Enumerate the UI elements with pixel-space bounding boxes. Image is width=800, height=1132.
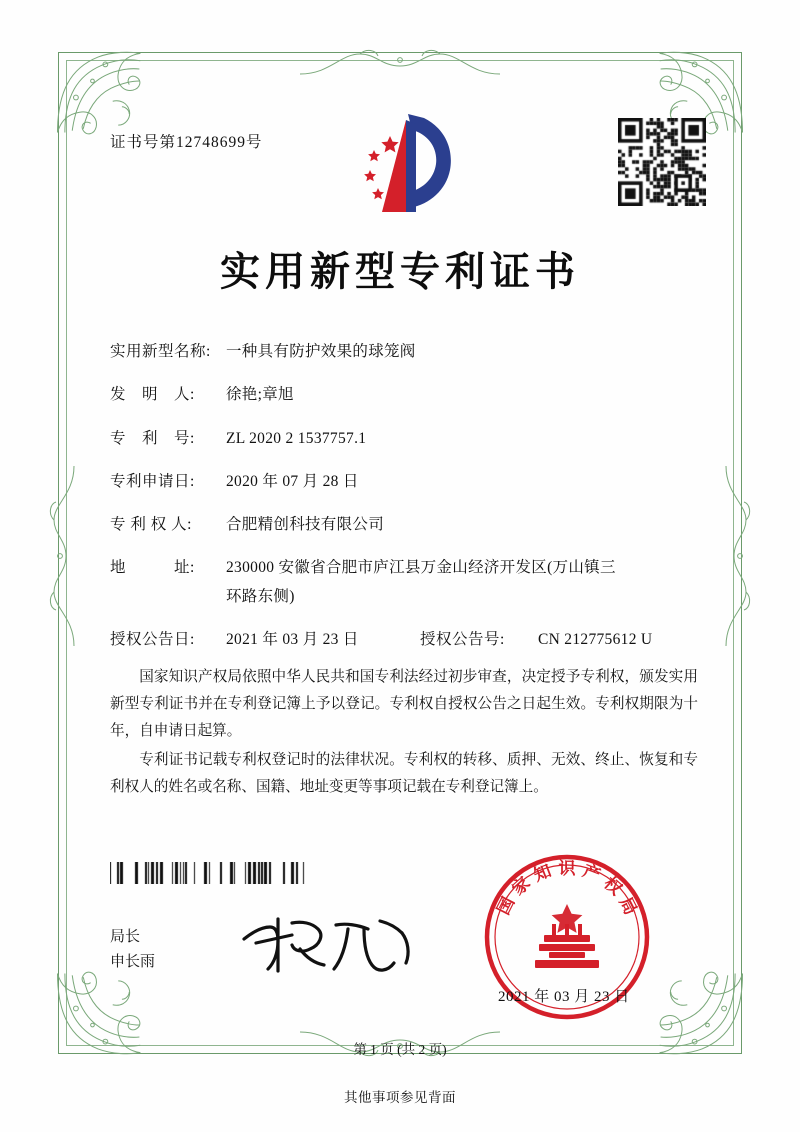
signature-role: 局长 [110, 929, 141, 945]
field-value: 合肥精创科技有限公司 [226, 516, 385, 533]
svg-text:家: 家 [508, 873, 535, 900]
address-line-1: 230000 安徽省合肥市庐江县万金山经济开发区(万山镇三 [226, 559, 616, 577]
signature-name: 申长雨 [110, 953, 156, 970]
grant-number-group [420, 628, 652, 651]
field-value: 2020 年 07 月 28 日 [226, 472, 359, 490]
edge-ornament-top [300, 44, 500, 78]
svg-text:识: 识 [558, 859, 576, 879]
field-row-grant [110, 628, 702, 651]
seal-date: 2021 年 03 月 23 日 [498, 989, 630, 1005]
field-label: 专利申请日: [110, 472, 195, 490]
grant-date-group [110, 628, 420, 651]
page-title: 实用新型专利证书 [220, 248, 580, 295]
page-number: 第 1 页 (共 2 页) [353, 1042, 447, 1057]
edge-ornament-left [44, 466, 78, 646]
body-text [110, 664, 698, 803]
svg-text:国: 国 [493, 894, 520, 919]
field-row-patentee [110, 513, 702, 536]
field-label: 专 利 权 人: [110, 516, 192, 533]
svg-text:权: 权 [599, 873, 626, 900]
paragraph-1: 国家知识产权局依照中华人民共和国专利法经过初步审查，决定授予专利权，颁发实用新型专利证书并在专利登记簿上予以登记。专利权自授权公告之日起生效。专利权期限为十年，自申请日起算。 [110, 669, 698, 739]
address-line-2: 环路东侧) [226, 587, 295, 605]
svg-text:局: 局 [614, 894, 641, 919]
field-value: 2021 年 03 月 23 日 [226, 630, 359, 648]
field-row-application-date [110, 470, 702, 493]
footnote: 其他事项参见背面 [344, 1090, 456, 1105]
handwritten-signature-icon [236, 905, 426, 981]
certificate-number: 证书号第12748699号 [110, 134, 263, 151]
field-value-address [226, 556, 702, 608]
paragraph-2: 专利证书记载专利权登记时的法律状况。专利权的转移、质押、无效、终止、恢复和专利权人的姓名或名称、国籍、地址变更等事项记载在专利登记簿上。 [110, 751, 698, 795]
field-label: 实用新型名称: [110, 343, 211, 360]
cnipa-logo-icon [346, 108, 464, 218]
field-label: 地 址: [110, 559, 195, 577]
field-row-patent-number [110, 427, 702, 450]
field-row-inventor [110, 383, 702, 406]
field-value: 徐艳;章旭 [226, 386, 294, 404]
field-label: 发 明 人: [110, 386, 195, 404]
field-value: CN 212775612 U [538, 630, 653, 648]
qr-code-icon [618, 118, 706, 206]
barcode-icon [110, 862, 306, 884]
field-value: 一种具有防护效果的球笼阀 [226, 343, 416, 360]
field-row-name [110, 340, 702, 363]
corner-ornament-top-left [52, 46, 144, 138]
field-label: 授权公告号: [420, 630, 505, 648]
field-label: 授权公告日: [110, 630, 195, 648]
signature-block [110, 925, 155, 975]
field-value: ZL 2020 2 1537757.1 [226, 429, 367, 447]
svg-text:产: 产 [579, 861, 603, 886]
field-row-address [110, 556, 702, 608]
field-label: 专 利 号: [110, 429, 195, 447]
field-list [110, 340, 702, 669]
svg-text:知: 知 [531, 861, 555, 886]
edge-ornament-right [722, 466, 756, 646]
